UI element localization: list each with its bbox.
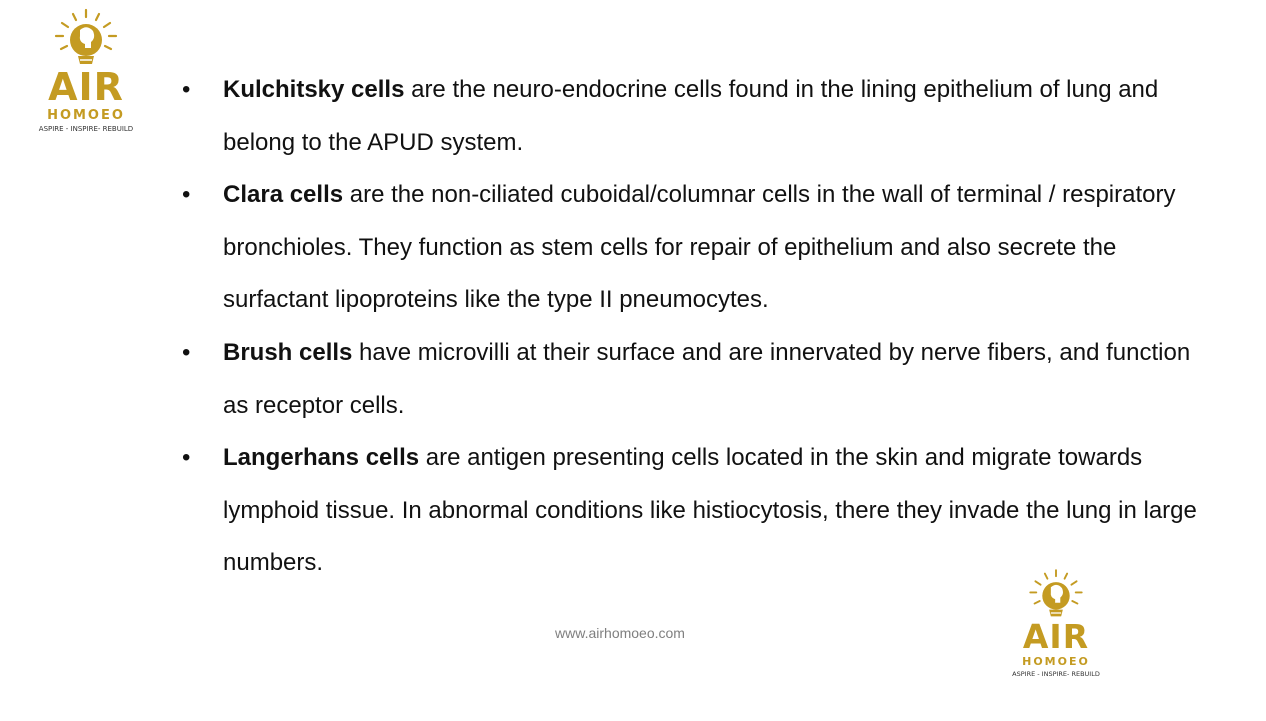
logo-brand: AIR <box>1022 617 1090 656</box>
bullet-item-clara <box>180 169 1200 327</box>
footer-url: www.airhomoeo.com <box>555 625 685 641</box>
lightbulb-head-icon <box>51 8 121 70</box>
logo-top <box>30 8 142 133</box>
bullet-item-langerhans <box>180 432 1200 590</box>
bullet-item-kulchitsky <box>180 64 1200 169</box>
bullet-text: are antigen presenting cells located in the skin and migrate towards lymphoid tissue. In abnormal conditions like histiocytosis, there they invade the lung in large numbers. <box>223 444 1197 577</box>
bullet-marker: • <box>182 338 191 366</box>
bullet-list <box>180 64 1200 590</box>
bullet-marker: • <box>182 76 191 103</box>
bullet-term: Kulchitsky cells <box>223 76 405 103</box>
bullet-term: Clara cells <box>223 181 344 209</box>
bullet-text: have microvilli at their surface and are innervated by nerve fibers, and function as receptor cells. <box>223 338 1191 419</box>
logo-tagline: ASPIRE - INSPIRE- REBUILD <box>38 125 134 133</box>
bullet-item-brush <box>180 327 1200 432</box>
logo-tagline: ASPIRE - INSPIRE- REBUILD <box>1012 670 1100 678</box>
bullet-marker: • <box>182 444 191 472</box>
lightbulb-head-icon <box>1026 568 1086 622</box>
bullet-term: Brush cells <box>223 338 353 366</box>
bullet-text: are the non-ciliated cuboidal/columnar cells in the wall of terminal / respiratory bronchioles. They function as stem cells for repair of epithelium and also secrete the surfactant lipoproteins like the type II pneumocytes. <box>223 181 1176 314</box>
logo-bottom <box>1008 568 1104 678</box>
logo-subtitle: HOMOEO <box>1022 655 1090 668</box>
bullet-term: Langerhans cells <box>223 444 420 472</box>
bullet-text: are the neuro-endocrine cells found in the lining epithelium of lung and belong to the APUD system. <box>223 76 1159 156</box>
bullet-marker: • <box>182 181 191 209</box>
logo-subtitle: HOMOEO <box>47 108 125 123</box>
logo-brand: AIR <box>48 65 124 109</box>
